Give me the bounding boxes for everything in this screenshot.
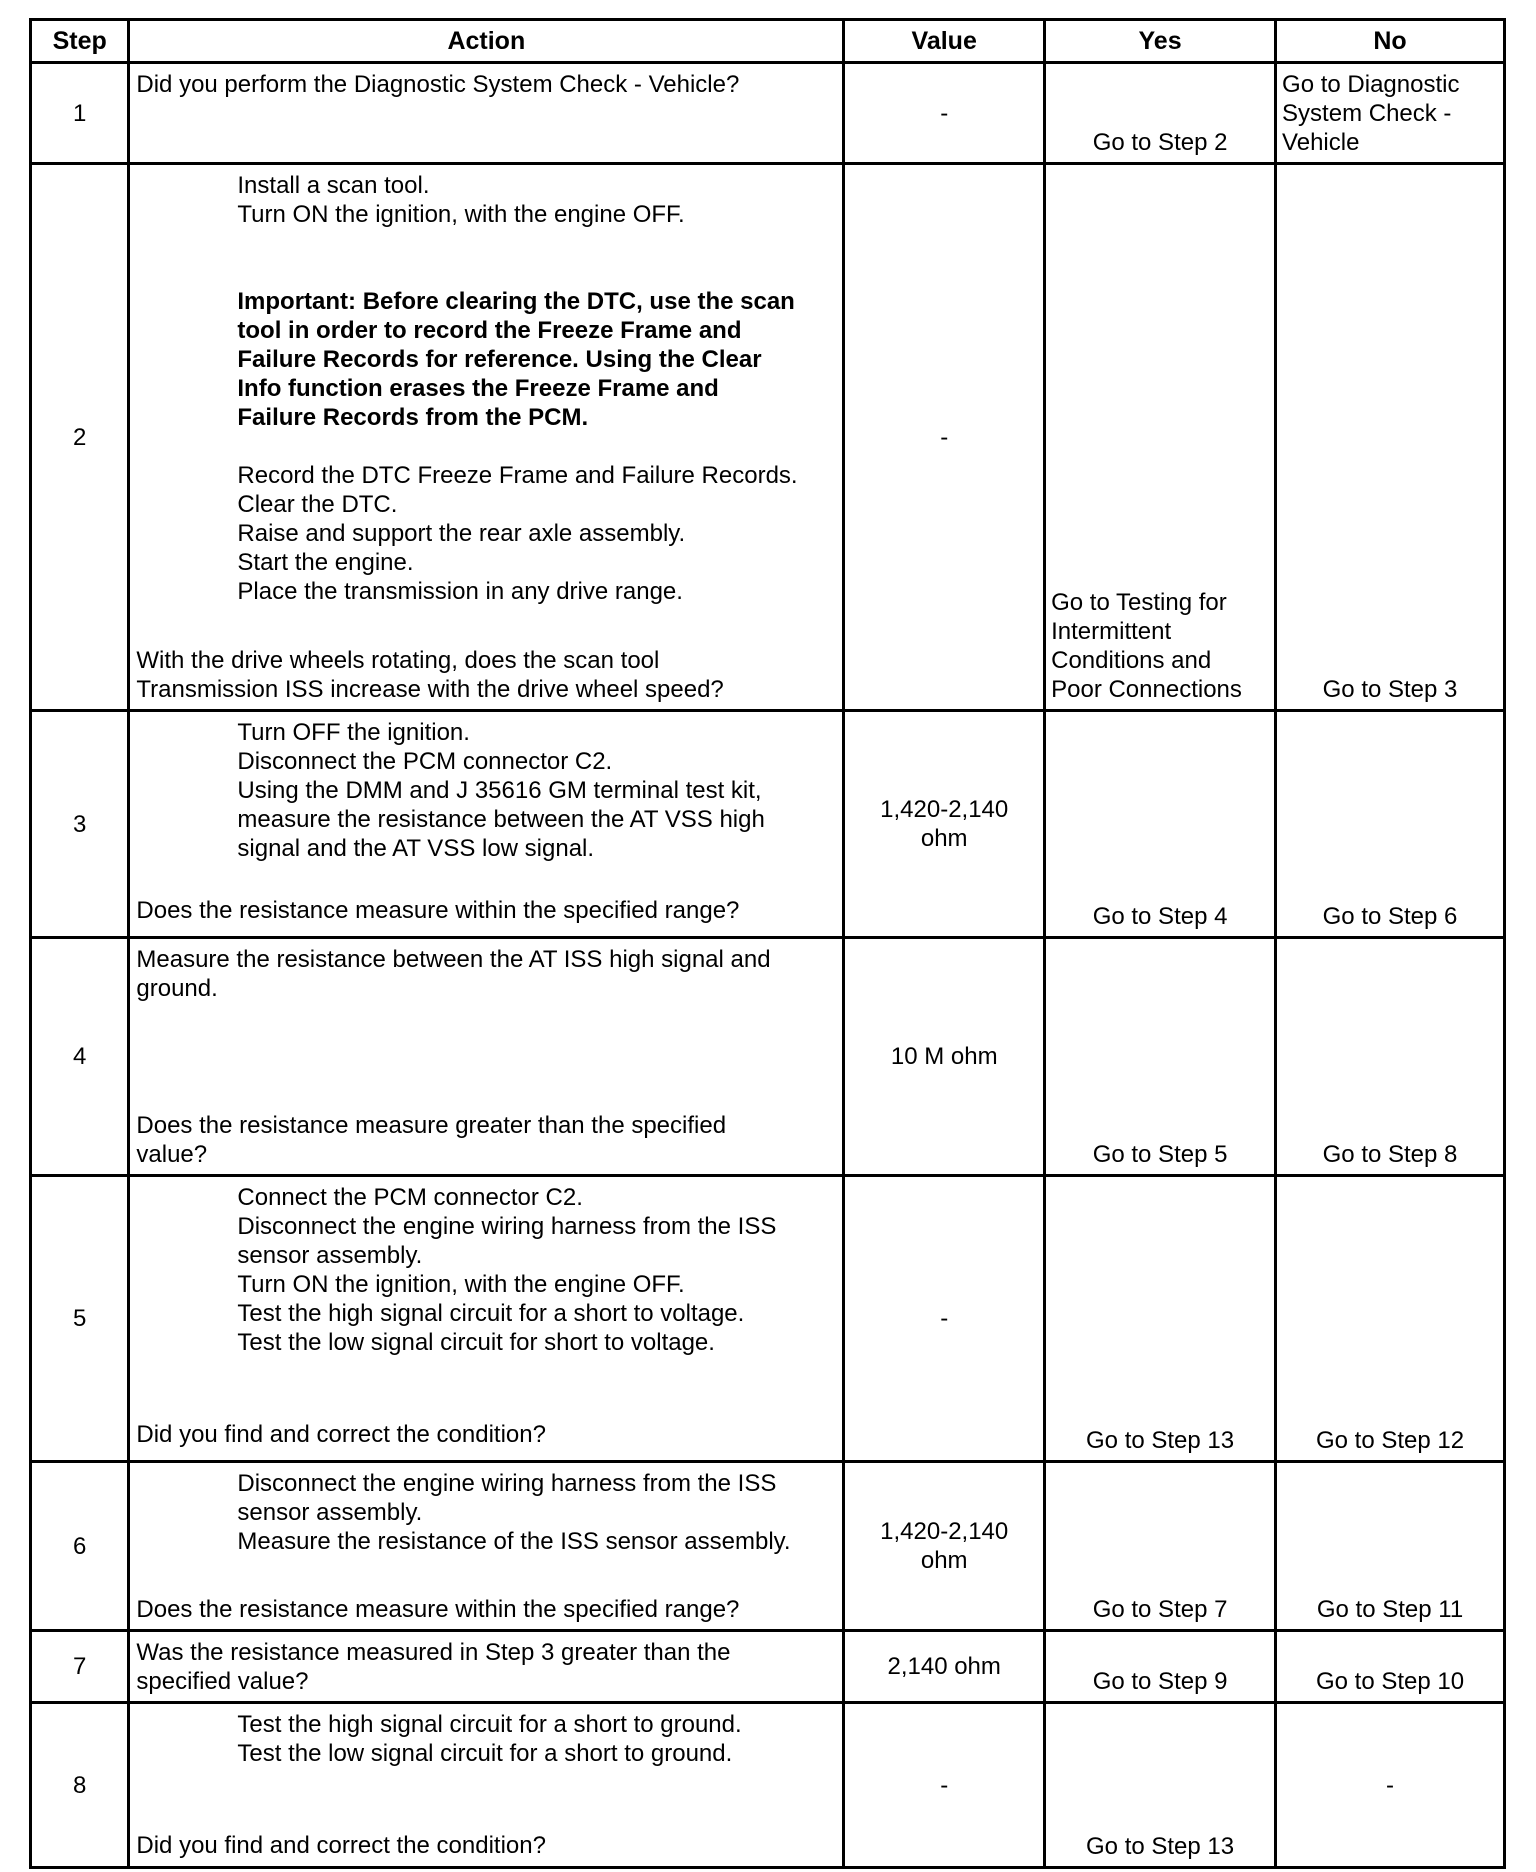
table-row-step-3 xyxy=(31,711,1505,938)
action-question: value? xyxy=(136,1141,208,1168)
action-step: Install a scan tool. xyxy=(237,172,430,199)
important-note: tool in order to record the Freeze Frame and xyxy=(237,317,742,344)
yes-cell: Go to Step 5 xyxy=(1045,938,1276,1176)
action-step: Disconnect the engine wiring harness from the ISS xyxy=(237,1213,777,1240)
yes-line: Intermittent xyxy=(1051,618,1172,645)
step-number: 4 xyxy=(31,938,129,1176)
important-note: Failure Records from the PCM. xyxy=(237,404,589,431)
value-cell: 2,140 ohm xyxy=(844,1631,1045,1703)
action-step: sensor assembly. xyxy=(237,1499,423,1526)
action-step: Test the high signal circuit for a short to ground. xyxy=(237,1711,742,1738)
yes-cell: Go to Step 9 xyxy=(1045,1631,1276,1703)
action-question: Does the resistance measure within the specified range? xyxy=(136,1596,740,1623)
header-step: Step xyxy=(31,20,129,63)
action-step: Raise and support the rear axle assembly. xyxy=(237,520,686,547)
no-cell: Go to Step 3 xyxy=(1276,164,1505,711)
no-cell: Go to Step 12 xyxy=(1276,1176,1505,1462)
yes-cell: Go to Step 2 xyxy=(1045,63,1276,164)
action-step: Record the DTC Freeze Frame and Failure Records. xyxy=(237,462,798,489)
yes-cell: Go to Step 7 xyxy=(1045,1462,1276,1631)
action-question: Did you find and correct the condition? xyxy=(136,1832,546,1859)
action-question: Was the resistance measured in Step 3 greater than the xyxy=(136,1639,731,1666)
yes-line: Go to Testing for xyxy=(1051,589,1227,616)
yes-cell xyxy=(1045,164,1276,711)
action-question: specified value? xyxy=(136,1668,309,1695)
action-step: Turn ON the ignition, with the engine OFF. xyxy=(237,201,685,228)
no-line: Go to Diagnostic xyxy=(1282,71,1460,98)
action-cell xyxy=(129,1176,844,1462)
header-no: No xyxy=(1276,20,1505,63)
step-number: 3 xyxy=(31,711,129,938)
table-row-step-6 xyxy=(31,1462,1505,1631)
yes-cell: Go to Step 13 xyxy=(1045,1703,1276,1868)
yes-cell: Go to Step 4 xyxy=(1045,711,1276,938)
value-line: ohm xyxy=(920,825,968,852)
action-question: Transmission ISS increase with the drive wheel speed? xyxy=(136,676,724,703)
value-cell: - xyxy=(844,63,1045,164)
table-row-step-5 xyxy=(31,1176,1505,1462)
value-line: 1,420-2,140 xyxy=(880,796,1009,823)
no-cell xyxy=(1276,63,1505,164)
action-step: signal and the AT VSS low signal. xyxy=(237,835,595,862)
action-step: Turn OFF the ignition. xyxy=(237,719,470,746)
header-yes: Yes xyxy=(1045,20,1276,63)
yes-line: Conditions and xyxy=(1051,647,1212,674)
action-step: Test the low signal circuit for short to voltage. xyxy=(237,1329,715,1356)
step-number: 8 xyxy=(31,1703,129,1868)
value-cell xyxy=(844,711,1045,938)
yes-cell: Go to Step 13 xyxy=(1045,1176,1276,1462)
action-step: Measure the resistance of the ISS sensor assembly. xyxy=(237,1528,791,1555)
action-cell xyxy=(129,164,844,711)
action-step: Using the DMM and J 35616 GM terminal test kit, xyxy=(237,777,762,804)
value-line: 1,420-2,140 xyxy=(880,1518,1009,1545)
no-line: System Check - xyxy=(1282,100,1452,127)
action-question: With the drive wheels rotating, does the scan tool xyxy=(136,647,660,674)
table-header-row xyxy=(31,20,1505,63)
table-row-step-1 xyxy=(31,63,1505,164)
action-step: sensor assembly. xyxy=(237,1242,423,1269)
action-question: Does the resistance measure greater than the specified xyxy=(136,1112,727,1139)
table-row-step-7 xyxy=(31,1631,1505,1703)
no-cell: Go to Step 10 xyxy=(1276,1631,1505,1703)
table-row-step-2 xyxy=(31,164,1505,711)
table-row-step-4 xyxy=(31,938,1505,1176)
action-question: Did you perform the Diagnostic System Check - Vehicle? xyxy=(136,71,740,98)
header-action: Action xyxy=(129,20,844,63)
action-step: measure the resistance between the AT VSS high xyxy=(237,806,765,833)
action-question: Does the resistance measure within the specified range? xyxy=(136,897,740,924)
value-cell xyxy=(844,1462,1045,1631)
no-cell: Go to Step 11 xyxy=(1276,1462,1505,1631)
yes-line: Poor Connections xyxy=(1051,676,1242,703)
diagnostic-table xyxy=(29,18,1506,1869)
action-cell xyxy=(129,711,844,938)
action-cell xyxy=(129,63,844,164)
action-cell xyxy=(129,1703,844,1868)
no-cell: - xyxy=(1276,1703,1505,1868)
important-note: Failure Records for reference. Using the Clear xyxy=(237,346,762,373)
action-step: Place the transmission in any drive range. xyxy=(237,578,683,605)
action-question: Did you find and correct the condition? xyxy=(136,1421,546,1448)
action-cell xyxy=(129,1462,844,1631)
value-cell: 10 M ohm xyxy=(844,938,1045,1176)
no-cell: Go to Step 6 xyxy=(1276,711,1505,938)
value-line: ohm xyxy=(920,1547,968,1574)
step-number: 7 xyxy=(31,1631,129,1703)
step-number: 6 xyxy=(31,1462,129,1631)
action-step: Measure the resistance between the AT ISS high signal and xyxy=(136,946,771,973)
header-value: Value xyxy=(844,20,1045,63)
step-number: 2 xyxy=(31,164,129,711)
action-step: Start the engine. xyxy=(237,549,414,576)
value-cell: - xyxy=(844,1703,1045,1868)
action-cell xyxy=(129,1631,844,1703)
no-cell: Go to Step 8 xyxy=(1276,938,1505,1176)
action-step: Clear the DTC. xyxy=(237,491,398,518)
value-cell: - xyxy=(844,1176,1045,1462)
action-step: Test the low signal circuit for a short to ground. xyxy=(237,1740,733,1767)
important-note: Info function erases the Freeze Frame and xyxy=(237,375,719,402)
action-cell xyxy=(129,938,844,1176)
action-step: Connect the PCM connector C2. xyxy=(237,1184,583,1211)
step-number: 5 xyxy=(31,1176,129,1462)
no-line: Vehicle xyxy=(1282,129,1360,156)
table-row-step-8 xyxy=(31,1703,1505,1868)
action-step: Turn ON the ignition, with the engine OFF. xyxy=(237,1271,685,1298)
action-step: ground. xyxy=(136,975,218,1002)
action-step: Disconnect the PCM connector C2. xyxy=(237,748,613,775)
diagnostic-table-container xyxy=(29,18,1506,1869)
action-step: Disconnect the engine wiring harness from the ISS xyxy=(237,1470,777,1497)
important-note: Important: Before clearing the DTC, use the scan xyxy=(237,288,795,315)
step-number: 1 xyxy=(31,63,129,164)
value-cell: - xyxy=(844,164,1045,711)
action-step: Test the high signal circuit for a short to voltage. xyxy=(237,1300,745,1327)
